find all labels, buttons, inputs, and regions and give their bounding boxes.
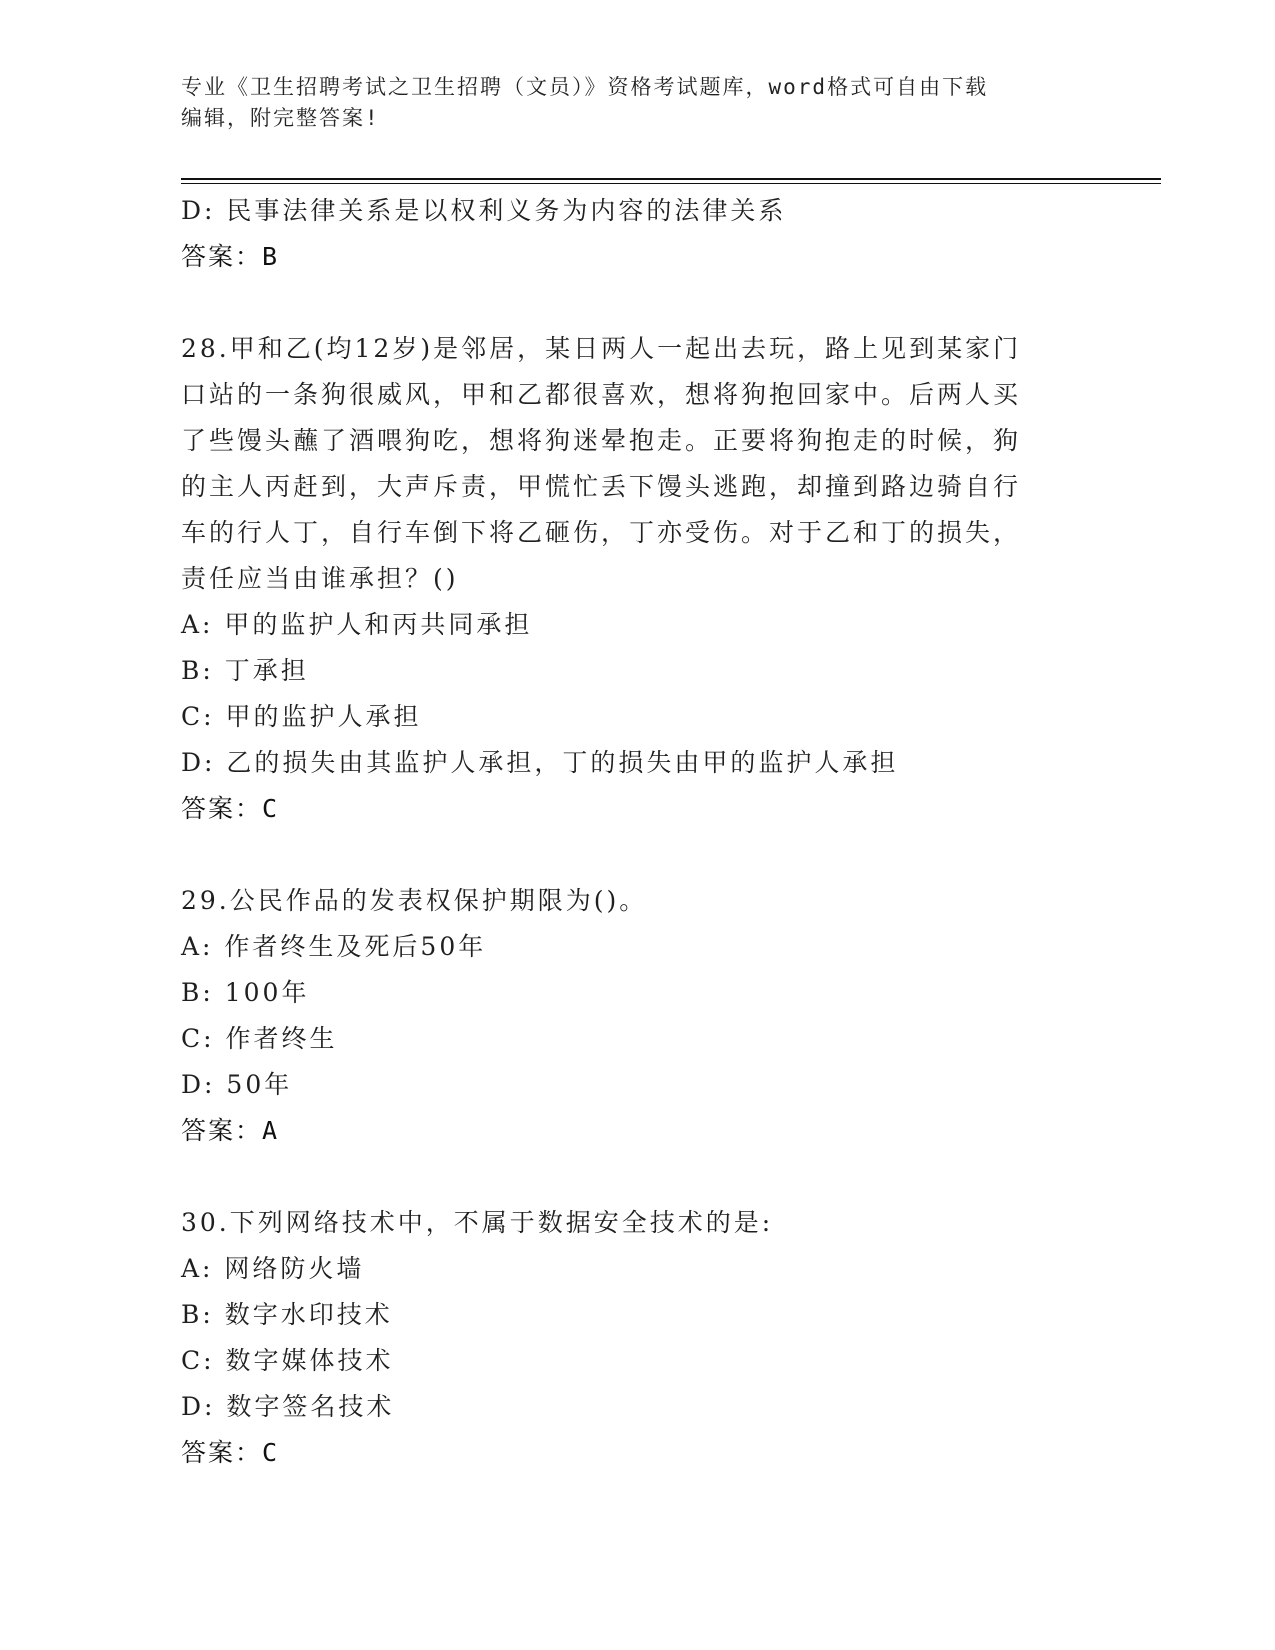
option-c: C: 甲的监护人承担	[181, 702, 422, 731]
question-stem-line: 30.下列网络技术中，不属于数据安全技术的是:	[181, 1208, 774, 1237]
option-d: D: 50年	[181, 1070, 293, 1099]
option-c: C: 作者终生	[181, 1024, 338, 1053]
answer-line	[181, 1108, 1061, 1154]
question-stem-line: 29.公民作品的发表权保护期限为()。	[181, 886, 648, 915]
answer-label: 答案：	[181, 794, 263, 823]
question-stem-line: 28.甲和乙(均12岁)是邻居，某日两人一起出去玩，路上见到某家门	[181, 334, 1022, 363]
question-stem-line: 车的行人丁，自行车倒下将乙砸伤，丁亦受伤。对于乙和丁的损失，	[181, 518, 1022, 547]
answer-line	[181, 786, 1061, 832]
answer-label: 答案：	[181, 1116, 263, 1145]
answer-value: A	[262, 1116, 280, 1145]
question-28	[181, 326, 1061, 832]
answer-line	[181, 1430, 1061, 1476]
option-b: B: 丁承担	[181, 656, 309, 685]
document-header	[181, 72, 1061, 134]
option-d: D: 乙的损失由其监护人承担，丁的损失由甲的监护人承担	[181, 748, 899, 777]
question-30	[181, 1200, 1061, 1476]
answer-value: B	[262, 242, 280, 271]
option-a: A: 作者终生及死后50年	[181, 932, 487, 961]
header-divider-thick	[181, 178, 1161, 180]
question-stem-line: 责任应当由谁承担？()	[181, 564, 459, 593]
option-c: C: 数字媒体技术	[181, 1346, 394, 1375]
question-29	[181, 878, 1061, 1154]
question-27-tail	[181, 188, 1061, 280]
header-divider-thin	[181, 183, 1161, 184]
spacer	[181, 832, 1061, 878]
spacer	[181, 280, 1061, 326]
spacer	[181, 1154, 1061, 1200]
answer-label: 答案：	[181, 242, 263, 271]
option-a: A: 网络防火墙	[181, 1254, 365, 1283]
question-stem-line: 口站的一条狗很威风，甲和乙都很喜欢，想将狗抱回家中。后两人买	[181, 380, 1022, 409]
document-body	[181, 188, 1061, 1476]
answer-value: C	[262, 794, 280, 823]
option-a: A: 甲的监护人和丙共同承担	[181, 610, 533, 639]
option-d: D: 民事法律关系是以权利义务为内容的法律关系	[181, 196, 787, 225]
answer-value: C	[262, 1438, 280, 1467]
answer-label: 答案：	[181, 1438, 263, 1467]
option-b: B: 数字水印技术	[181, 1300, 393, 1329]
answer-line	[181, 234, 1061, 280]
question-stem-line: 的主人丙赶到，大声斥责，甲慌忙丢下馒头逃跑，却撞到路边骑自行	[181, 472, 1022, 501]
option-b: B: 100年	[181, 978, 310, 1007]
question-stem-line: 了些馒头蘸了酒喂狗吃，想将狗迷晕抱走。正要将狗抱走的时候，狗	[181, 426, 1022, 455]
option-d: D: 数字签名技术	[181, 1392, 395, 1421]
header-line-1: 专业《卫生招聘考试之卫生招聘（文员）》资格考试题库，word格式可自由下载	[181, 75, 989, 99]
header-line-2: 编辑，附完整答案!	[181, 106, 380, 130]
